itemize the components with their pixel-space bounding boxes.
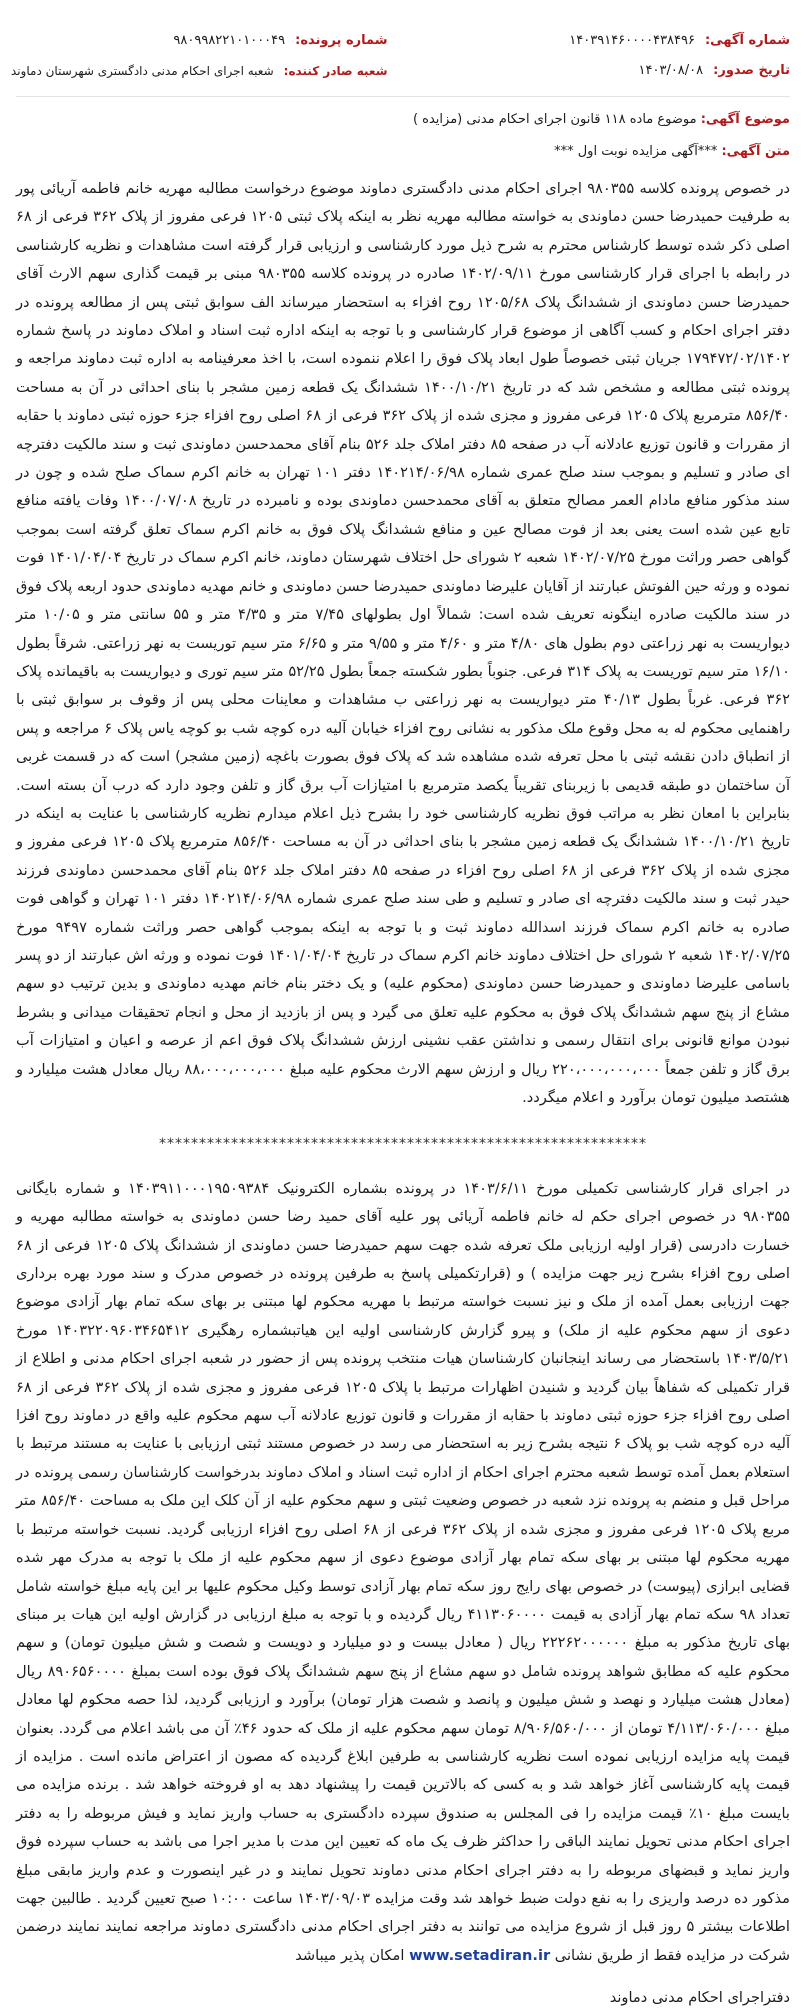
- ad-header: [10, 30, 790, 82]
- subject-row: [16, 107, 790, 133]
- ad-number-row: [418, 30, 790, 52]
- case-number-value: ۹۸۰۹۹۸۲۲۱۰۱۰۰۰۴۹: [173, 33, 286, 48]
- text-label-row: [16, 139, 790, 165]
- star-separator: *************************************************************: [159, 1136, 647, 1153]
- issue-date-row: [418, 60, 790, 82]
- header-right-column: [418, 30, 790, 82]
- branch-row: [10, 60, 388, 82]
- issue-date-label: تاریخ صدور:: [713, 63, 790, 78]
- paragraph-two-tail: امکان پذیر میباشد: [295, 1946, 410, 1964]
- header-left-column: [10, 30, 388, 82]
- case-number-label: شماره پرونده:: [295, 33, 388, 48]
- issue-date-value: ۱۴۰۳/۰۸/۰۸: [638, 63, 704, 78]
- text-title: ***آگهی مزایده نوبت اول ***: [554, 144, 718, 159]
- ad-number-label: شماره آگهی:: [704, 33, 790, 48]
- subject-value: موضوع ماده ۱۱۸ قانون اجرای احکام مدنی (مزایده ): [412, 112, 697, 127]
- case-number-row: [16, 30, 388, 52]
- paragraph-first-appraisal: در خصوص پرونده کلاسه ۹۸۰۳۵۵ اجرای احکام مدنی دادگستری دماوند موضوع درخواست مطالبه مهریه خانم فاطمه آریائی پور به طرفیت حمیدرضا حسن دماوندی به خواسته مطالبه مهریه نظر به اینکه پلاک ثبتی ۱۲۰۵ فرعی مفروز از پلاک ۳۶۲ فرعی از ۶۸ اصلی ذکر شده توسط کارشناس محترم به شرح ذیل مورد کارشناسی و ارزیابی قرار گرفته است مشاهدات و نظریه کارشناسی در رابطه با اجرای قرار کارشناسی مورخ ۱۴۰۲/۰۹/۱۱ صادره در پرونده کلاسه ۹۸۰۳۵۵ مبنی بر قیمت گذاری سهم الارث آقای حمیدرضا حسن دماوندی از ششدانگ پلاک ۱۲۰۵/۶۸ روح افزاء به استحضار میرساند الف سوابق ثبتی پس از مطالعه پرونده در دفتر اجرای احکام و کسب آگاهی از موضوع قرار کارشناسی و با توجه به اینکه اداره ثبت اسناد و املاک دماوند در پاسخ شماره ۱۷۹۴۷۲/۰۲/۱۴۰۲ جریان ثبتی خصوصاً طول ابعاد پلاک فوق را اعلام ننموده است، با اخذ معرفینامه به اداره ثبت دماوند مراجعه و پرونده ثبتی مطالعه و مشخص شد که در تاریخ ۱۴۰۰/۱۰/۲۱ ششدانگ یک قطعه زمین مشجر با بنای احداثی در آن به مساحت ۸۵۶/۴۰ مترمربع پلاک ۱۲۰۵ فرعی مفروز و مجزی شده از پلاک ۳۶۲ فرعی از ۶۸ اصلی روح افزاء جزء حوزه ثبتی دماوند با حقابه از مقررات و قانون توزیع عادلانه آب در صفحه ۸۵ دفتر املاک جلد ۵۲۶ بنام آقای محمدحسن دماوندی ثبت و سند مالکیت دفترچه ای صادر و تسلیم و بموجب سند صلح عمری شماره ۱۴۰۲۱۴/۰۶/۹۸ دفتر ۱۰۱ تهران به خانم اکرم سماک صلح شده و چون در سند مذکور منافع مادام العمر مصالح متعلق به آقای محمدحسن دماوندی بوده و نامبرده در تاریخ ۱۴۰۰/۰۷/۰۸ وفات یافته منافع تابع عین شده است یعنی بعد از فوت مصالح عین و منافع ششدانگ پلاک فوق به خانم اکرم سماک تعلق گرفته است بموجب گواهی حصر وراثت مورخ ۱۴۰۲/۰۷/۲۵ شعبه ۲ شورای حل اختلاف شهرستان دماوند، خانم اکرم سماک در تاریخ ۱۴۰۱/۰۴/۰۴ فوت نموده و ورثه حین الفوتش عبارتند از آقایان علیرضا دماوندی حمیدرضا حسن دماوندی و خانم مهدیه دماوندی حدود اربعه پلاک فوق در سند مالکیت صادره اینگونه تعریف شده است: شمالاً اول بطولهای ۷/۴۵ متر و ۴/۳۵ متر و ۵۵ سانتی متر و ۱۰/۰۵ متر دیواریست به نهر زراعتی دوم بطول های ۴/۸۰ متر و ۴/۶۰ متر و ۹/۵۵ متر و ۶/۶۵ متر سیم توریست به نهر زراعتی. شرقاً بطول ۱۶/۱۰ متر سیم توریست به پلاک ۳۱۴ فرعی. جنوباً بطور شکسته جمعاً بطول ۵۲/۲۵ متر سیم توری و دیواریست به باقیمانده پلاک ۳۶۲ فرعی. غرباً بطول ۴۰/۱۳ متر دیواریست به نهر زراعتی ب مشاهدات و معاینات محلی پس از وقوف بر سوابق ثبتی با راهنمایی محکوم له به محل وقوع ملک مذکور به نشانی روح افزاء خیابان آلیه دره کوچه شب بو کوچه یاس پلاک ۶ مراجعه و پس از انطباق دادن نقشه ثبتی با محل تعرفه شده مشاهده شد که پلاک فوق بصورت باغچه (زمین مشجر) است که در قسمت غربی آن ساختمان دو طبقه قدیمی با زیربنای تقریباً یکصد مترمربع با امتیازات آب برق گاز و تلفن وجود دارد که درب آن بسته است. بنابراین با امعان نظر به مراتب فوق نظریه کارشناسی خود را بشرح ذیل اعلام میدارم نظریه کارشناسی با عنایت به اینکه در تاریخ ۱۴۰۰/۱۰/۲۱ ششدانگ یک قطعه زمین مشجر با بنای احداثی در آن به مساحت ۸۵۶/۴۰ مترمربع پلاک ۱۲۰۵ فرعی مفروز و مجزی شده از پلاک ۳۶۲ فرعی از ۶۸ اصلی روح افزاء در صفحه ۸۵ دفتر املاک جلد ۵۲۶ بنام آقای محمدحسن دماوندی فرزند حیدر ثبت و سند مالکیت دفترچه ای صادر و تسلیم و طی سند صلح عمری شماره ۱۴۰۲۱۴/۰۶/۹۸ دفتر ۱۰۱ تهران و گواهی فوت صادره به خانم اکرم سماک فرزند اسدالله دماوند ثبت و با توجه به اینکه بموجب گواهی حصر وراثت شماره ۹۴۹۷ مورخ ۱۴۰۲/۰۷/۲۵ شعبه ۲ شورای حل اختلاف دماوند خانم اکرم سماک در تاریخ ۱۴۰۱/۰۴/۰۴ فوت نموده و ورثه اش عبارتند از دو پسر باسامی علیرضا دماوندی و حمیدرضا حسن دماوندی (محکوم علیه) و یک دختر بنام خانم مهدیه دماوندی و بدین ترتیب دو سهم مشاع از پنج سهم ششدانگ پلاک فوق به محکوم علیه تعلق می گیرد و پس از بازدید از محل و انجام تحقیقات میدانی و بشرط نبودن موانع قانونی برای انتقال رسمی و نداشتن عقب نشینی ارزش ششدانگ پلاک فوق اعم از عرصه و اعیان و امتیازات آب برق گاز و تلفن جمعاً ۲۲۰،۰۰۰،۰۰۰،۰۰۰ ریال و ارزش سهم الارث محکوم علیه مبلغ ۸۸،۰۰۰،۰۰۰،۰۰۰ ریال معادل هشت میلیارد و هشتصد میلیون تومان برآورد و اعلام میگردد.: [16, 180, 791, 1106]
- subject-label: موضوع آگهی:: [700, 112, 790, 127]
- header-divider: [16, 96, 790, 97]
- signature: دفتراجرای احکام مدنی دماوند: [609, 1989, 790, 2007]
- branch-label: شعبه صادر کننده:: [283, 64, 388, 78]
- branch-value: شعبه اجرای احکام مدنی دادگستری شهرستان دماوند: [10, 64, 274, 78]
- paragraph-supplementary-appraisal: [16, 1175, 790, 1970]
- ad-number-value: ۱۴۰۳۹۱۴۶۰۰۰۰۴۳۸۴۹۶: [569, 33, 695, 48]
- text-label: متن آگهی:: [721, 144, 790, 159]
- paragraph-two-main: در اجرای قرار کارشناسی تکمیلی مورخ ۱۴۰۳/۶/۱۱ در پرونده بشماره الکترونیک ۱۴۰۳۹۱۱۰۰۰۱۹۵۰۹۳۸۴ و شماره بایگانی ۹۸۰۳۵۵ در خصوص اجرای حکم له خانم فاطمه آریائی پور علیه آقای حمید رضا حسن دماوندی به خواسته مطالبه مهریه و خسارت دادرسی (قرار اولیه ارزیابی ملک تعرفه شده جهت سهم حمیدرضا حسن دماوندی از ششدانگ پلاک ۱۲۰۵ فرعی از ۶۸ اصلی روح افزاء بشرح زیر جهت مزایده ) و (قرارتکمیلی پاسخ به طرفین پرونده در خصوص مدرک و سند مورد بهره برداری جهت ارزیابی بعمل آمده از ملک و نیز نسبت خواسته مرتبط با مهریه محکوم لها مبتنی بر بهای سکه تمام بهار آزادی موضوع دعوی از سهم محکوم علیه از ملک) و پیرو گزارش کارشناسی اولیه این هیاتبشماره رهگیری ۱۴۰۳۲۲۰۹۶۰۳۴۶۵۴۱۲ مورخ ۱۴۰۳/۵/۲۱ باستحضار می رساند اینجانبان کارشناسان هیات منتخب پرونده پس از حضور در شعبه اجرای احکام مدنی و اطلاع از قرار تکمیلی که شفاهاً بیان گردید و شنیدن اظهارات مرتبط با پلاک ۱۲۰۵ فرعی مفروز و مجزی شده از پلاک ۳۶۲ فرعی از ۶۸ اصلی روح افزاء جزء حوزه ثبتی دماوند با حقابه از مقررات و قانون توزیع عادلانه آب سهم محکوم علیه واقع در دماوند روح افزا آلیه دره کوچه شب بو پلاک ۶ نتیجه بشرح زیر به استحضار می رسد در خصوص مستند ثبتی ارزیابی با عنایت به مستند مرتبط با استعلام بعمل آمده توسط شعبه محترم اجرای احکام از اداره ثبت اسناد و املاک دماوند بدرخواست کارشناسان رسمی پرونده در مراحل قبل و منضم به پرونده نزد شعبه در خصوص وضعیت ثبتی و سهم محکوم علیه از آن کلک این ملک به مساحت ۸۵۶/۴۰ متر مربع پلاک ۱۲۰۵ فرعی مفروز و مجزی شده از پلاک ۳۶۲ فرعی از ۶۸ اصلی روح افزاء ارزیابی گردید. نسبت خواسته مرتبط با مهریه محکوم لها مبتنی بر بهای سکه تمام بهار آزادی موضوع دعوی از سهم محکوم علیه از ملک با توجه به مدرک مهر شده قضایی ابرازی (پیوست) در خصوص بهای رایج روز سکه تمام بهار آزادی توسط وکیل محکوم علیها بر این پایه مبلغ خواسته شامل تعداد ۹۸ سکه تمام بهار آزادی به قیمت ۴۱۱۳۰۶۰۰۰۰ ریال گردیده و با توجه به مبلغ ارزیابی در گزارش اولیه این هیات بر مبنای بهای تاریخ مذکور به مبلغ ۲۲۲۶۲۰۰۰۰۰۰ ریال ( معادل بیست و دو میلیارد و دویست و شصت و شش میلیون تومان) و سهم محکوم علیه که مطابق شواهد پرونده شامل دو سهم مشاع از پنج سهم ششدانگ پلاک فوق بوده است بمبلغ ۸۹۰۶۵۶۰۰۰۰ ریال (معادل هشت میلیارد و نهصد و شش میلیون و پانصد و شصت هزار تومان) برآورد و ارزیابی گردید، لذا حصه محکوم لها معادل مبلغ ۴/۱۱۳/۰۶۰/۰۰۰ تومان از ۸/۹۰۶/۵۶۰/۰۰۰ تومان سهم محکوم علیه از ملک که حدود ۴۶٪ آن می باشد اعلام می گردد. بعنوان قیمت پایه مزایده ارزیابی نموده است نظریه کارشناسی به طرفین ابلاغ گردیده که مصون از اعتراض مانده است . مزایده از قیمت پایه کارشناسی آغاز خواهد شد و به کسی که بالاترین قیمت را پیشنهاد دهد به او فروخته خواهد شد . برنده مزایده می بایست مبلغ ۱۰٪ قیمت مزایده را فی المجلس به صندوق سپرده دادگستری به حساب واریز نماید و فیش مربوطه را به دفتر اجرای احکام مدنی تحویل نمایند الباقی را حداکثر ظرف یک ماه که تعیین این مدت با مدیر اجرا می باشد به حساب سپرده فوق واریز نماید و قبضهای مربوطه را به دفتر اجرای احکام مدنی دماوند تحویل نمایند و در غیر اینصورت و عدم واریز مابقی مبلغ مذکور ده درصد واریزی را به نفع دولت ضبط خواهد شد وقت مزایده ۱۴۰۳/۰۹/۰۳ ساعت ۱۰:۰۰ صبح تعیین گردید . طالبین جهت اطلاعات بیشتر ۵ روز قبل از شروع مزایده می توانند به دفتر اجرای احکام مدنی دادگستری دماوند مراجعه نمایند نمایند درضمن شرکت در مزایده فقط از طریق نشانی: [16, 1179, 791, 1964]
- ad-body: [16, 175, 790, 2013]
- setadiran-link[interactable]: www.setadiran.ir: [409, 1946, 551, 1964]
